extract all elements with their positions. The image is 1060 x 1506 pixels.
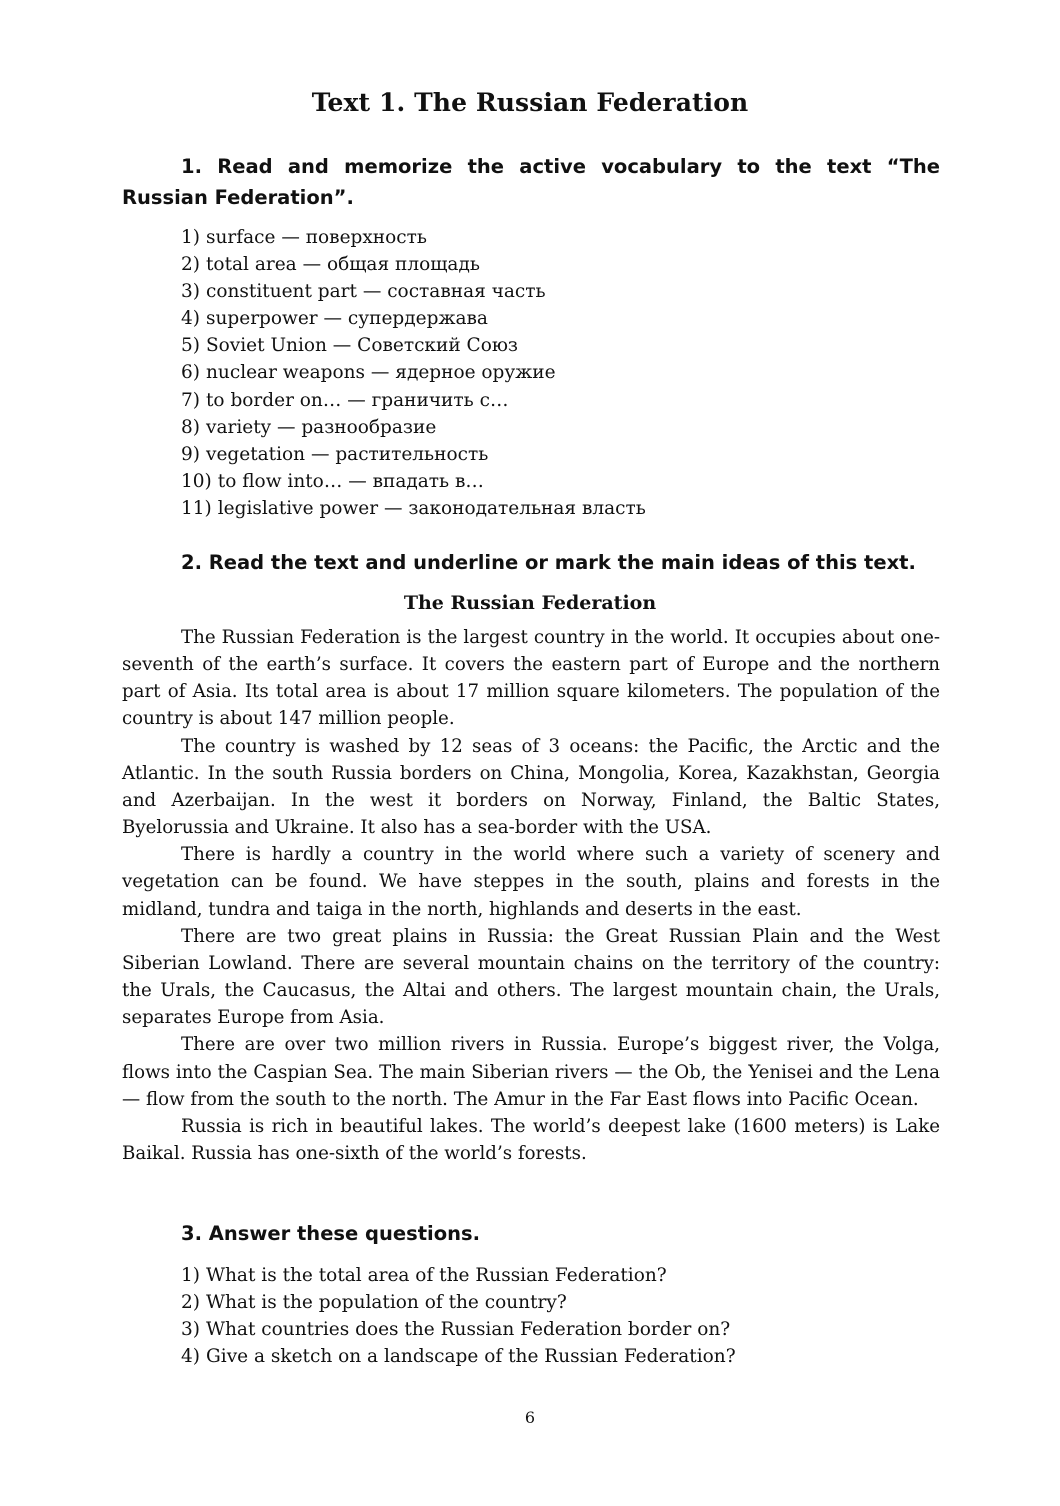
- task-3-heading: 3. Answer these questions.: [181, 1222, 481, 1245]
- reading-text: [122, 624, 940, 1167]
- vocabulary-item: 6) nuclear weapons — ядерное оружие: [181, 362, 556, 384]
- question-item: 3) What countries does the Russian Federation border on?: [181, 1319, 731, 1341]
- paragraph: There are two great plains in Russia: the Great Russian Plain and the West Siberian Lowland. There are several mountain chains on the territory of the country: the Urals, the Caucasus, the Altai and others. The largest mountain chain, the Urals, separates Europe from Asia.: [122, 925, 940, 1029]
- vocabulary-item: 3) constituent part — составная часть: [181, 281, 546, 303]
- vocabulary-item: 4) superpower — супердержава: [181, 308, 488, 330]
- task-1-heading: 1. Read and memorize the active vocabulary to the text “The Russian Federation”.: [122, 155, 940, 209]
- paragraph: There are over two million rivers in Russia. Europe’s biggest river, the Volga, flows into the Caspian Sea. The main Siberian rivers — the Ob, the Yenisei and the Lena — flow from the south to the north. The Amur in the Far East flows into Pacific Ocean.: [122, 1034, 940, 1110]
- questions-list: [181, 1262, 736, 1370]
- vocabulary-item: 10) to flow into… — впадать в…: [181, 470, 484, 492]
- vocabulary-item: 11) legislative power — законодательная власть: [181, 497, 646, 519]
- reading-text-title: The Russian Federation: [403, 592, 657, 614]
- paragraph: Russia is rich in beautiful lakes. The world’s deepest lake (1600 meters) is Lake Baikal. Russia has one-sixth of the world’s forests.: [122, 1115, 940, 1164]
- vocabulary-item: 8) variety — разнообразие: [181, 416, 437, 438]
- question-item: 2) What is the population of the country?: [181, 1292, 567, 1314]
- question-item: 4) Give a sketch on a landscape of the Russian Federation?: [181, 1346, 736, 1368]
- vocabulary-item: 1) surface — поверхность: [181, 227, 427, 248]
- vocabulary-item: 2) total area — общая площадь: [181, 254, 480, 276]
- paragraph: There is hardly a country in the world where such a variety of scenery and vegetation can be found. We have steppes in the south, plains and forests in the midland, tundra and taiga in the north, highlands and deserts in the east.: [122, 844, 940, 920]
- vocabulary-item: 9) vegetation — растительность: [181, 443, 489, 465]
- vocabulary-item: 5) Soviet Union — Советский Союз: [181, 335, 519, 357]
- vocabulary-item: 7) to border on… — граничить с…: [181, 389, 509, 411]
- question-item: 1) What is the total area of the Russian Federation?: [181, 1265, 667, 1286]
- task-2-heading: 2. Read the text and underline or mark the main ideas of this text.: [181, 551, 916, 574]
- page-title: Text 1. The Russian Federation: [311, 88, 749, 117]
- paragraph: The country is washed by 12 seas of 3 oceans: the Pacific, the Arctic and the Atlantic. In the south Russia borders on China, Mongolia, Korea, Kazakhstan, Georgia and Azerbaijan. In the west it borders on Norway, Finland, the Baltic States, Byelorussia and Ukraine. It also has a sea-border with the USA.: [122, 735, 940, 839]
- page-number: 6: [524, 1408, 536, 1427]
- paragraph: The Russian Federation is the largest country in the world. It occupies about one-seventh of the earth’s surface. It covers the eastern part of Europe and the northern part of Asia. Its total area is about 17 million square kilometers. The population of the country is about 147 million people.: [122, 627, 940, 730]
- vocabulary-list: [181, 224, 646, 522]
